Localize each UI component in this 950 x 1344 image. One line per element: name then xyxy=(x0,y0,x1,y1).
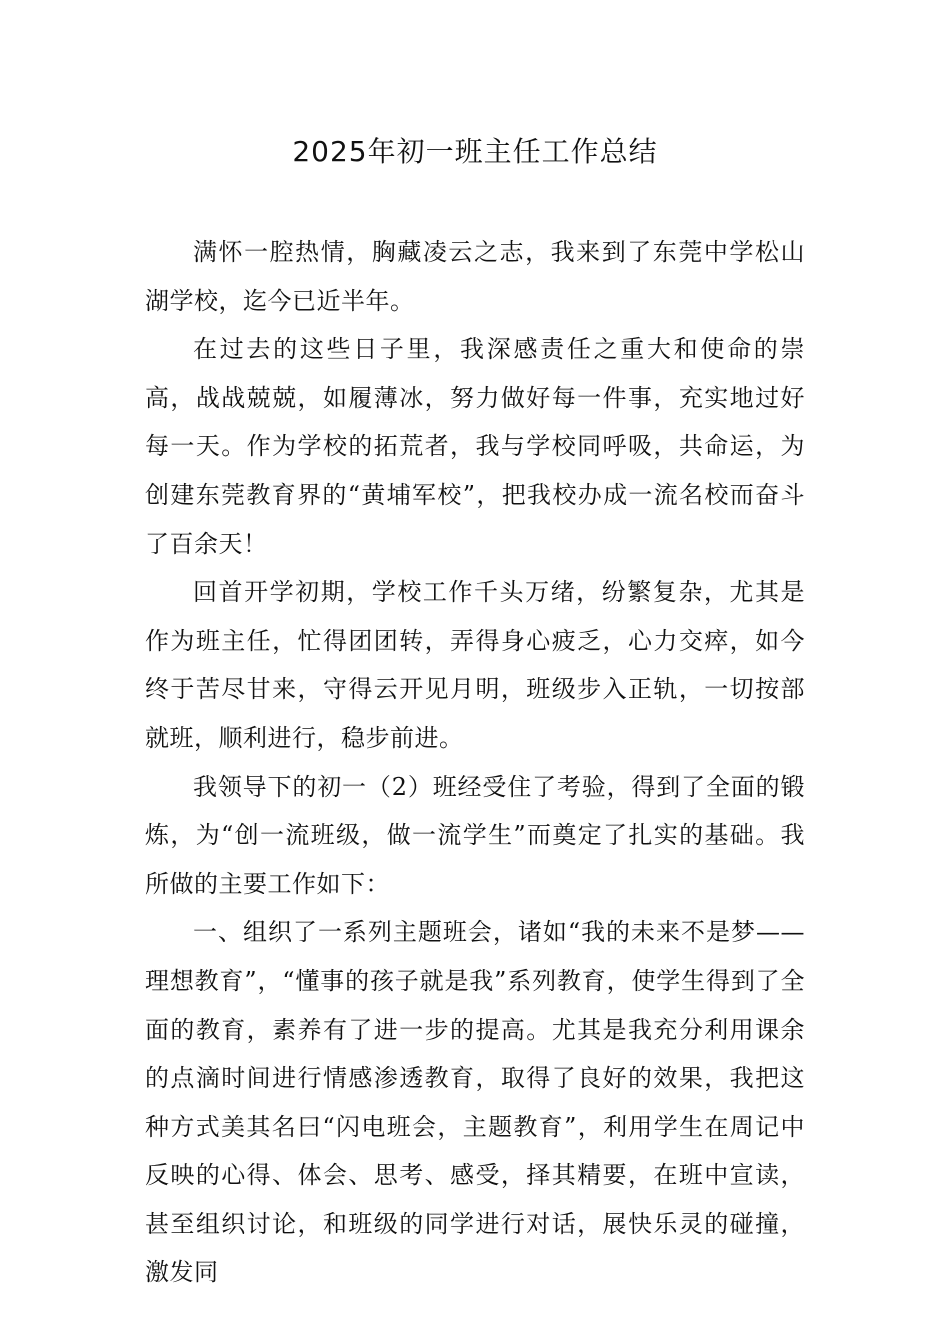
document-body xyxy=(145,228,805,1297)
paragraph-2: 在过去的这些日子里，我深感责任之重大和使命的崇高，战战兢兢，如履薄冰，努力做好每一件事，充实地过好每一天。作为学校的拓荒者，我与学校同呼吸，共命运，为创建东莞教育界的“黄埔军校”，把我校办成一流名校而奋斗了百余天！ xyxy=(145,335,805,558)
paragraph-4: 我领导下的初一（2）班经受住了考验，得到了全面的锻炼，为“创一流班级，做一流学生”而奠定了扎实的基础。我所做的主要工作如下： xyxy=(145,772,805,898)
document-title: 2025年初一班主任工作总结 xyxy=(292,135,658,168)
paragraph-1: 满怀一腔热情，胸藏凌云之志，我来到了东莞中学松山湖学校，迄今已近半年。 xyxy=(145,238,805,315)
paragraph-3: 回首开学初期，学校工作千头万绪，纷繁复杂，尤其是作为班主任，忙得团团转，弄得身心疲乏，心力交瘁，如今终于苦尽甘来，守得云开见月明，班级步入正轨，一切按部就班，顺利进行，稳步前进。 xyxy=(145,578,805,752)
paragraph-5: 一、组织了一系列主题班会，诸如“我的未来不是梦——理想教育”，“懂事的孩子就是我”系列教育，使学生得到了全面的教育，素养有了进一步的提高。尤其是我充分利用课余的点滴时间进行情感渗透教育，取得了良好的效果，我把这种方式美其名曰“闪电班会，主题教育”，利用学生在周记中反映的心得、体会、思考、感受，择其精要，在班中宣读，甚至组织讨论，和班级的同学进行对话，展快乐灵的碰撞，激发同 xyxy=(145,918,805,1287)
